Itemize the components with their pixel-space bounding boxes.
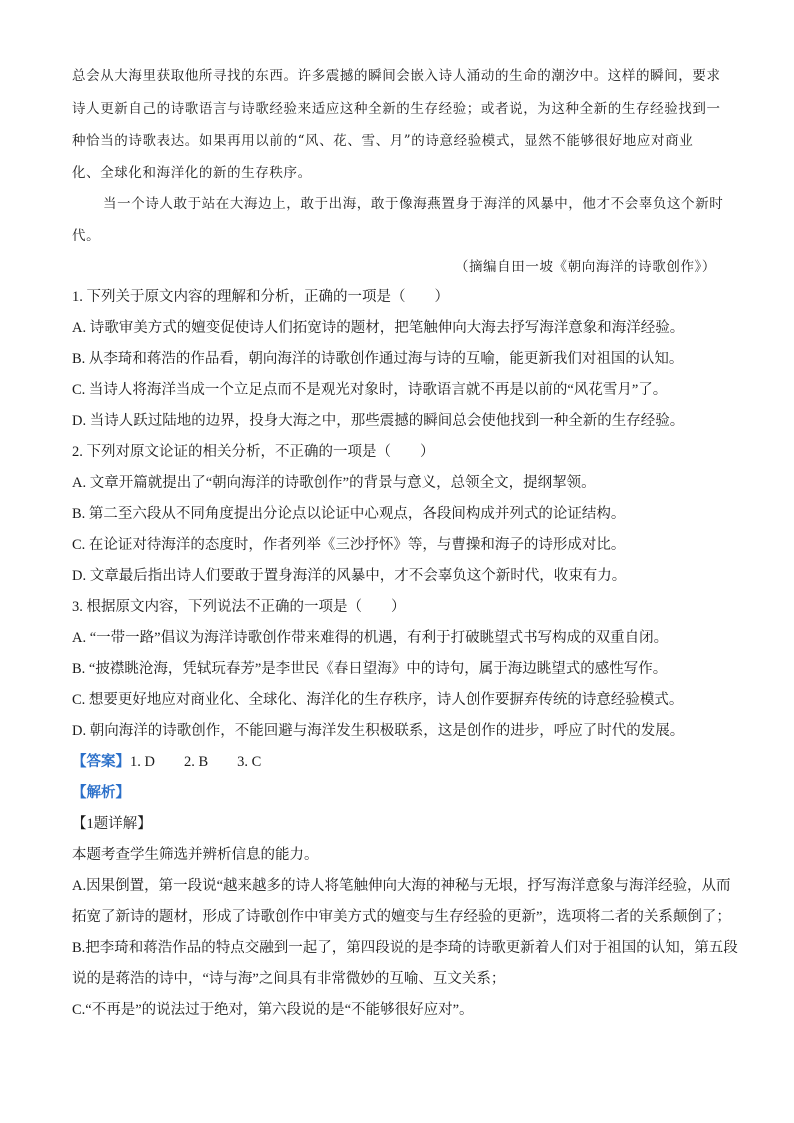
question-option: A. 文章开篇就提出了“朝向海洋的诗歌创作”的背景与意义，总领全文，提纲挈领。 <box>72 475 596 491</box>
passage-line: 当一个诗人敢于站在大海边上，敢于出海，敢于像海燕置身于海洋的风暴中，他才不会辜负这个新时 <box>103 196 724 212</box>
question-option: C. 在论证对待海洋的态度时，作者列举《三沙抒怀》等，与曹操和海子的诗形成对比。 <box>72 537 626 553</box>
question-option: D. 当诗人跃过陆地的边界，投身大海之中，那些震撼的瞬间总会使他找到一种全新的生存经验。 <box>72 413 685 429</box>
question-stem: 1. 下列关于原文内容的理解和分析，正确的一项是（ ） <box>72 289 449 305</box>
answer-label: 【答案】 <box>72 754 130 770</box>
analysis-label: 【解析】 <box>72 785 130 801</box>
question-option: B. “披襟眺沧海，凭轼玩春芳”是李世民《春日望海》中的诗句，属于海边眺望式的感性写作。 <box>72 661 668 677</box>
passage-line: 代。 <box>72 228 101 244</box>
question-option: A. 诗歌审美方式的嬗变促使诗人们拓宽诗的题材，把笔触伸向大海去抒写海洋意象和海洋经验。 <box>72 320 685 336</box>
passage-line: 总会从大海里获取他所寻找的东西。许多震撼的瞬间会嵌入诗人涌动的生命的潮汐中。这样的瞬间，要求 <box>72 68 721 84</box>
question-option: C. 想要更好地应对商业化、全球化、海洋化的生存秩序，诗人创作要摒弃传统的诗意经验模式。 <box>72 692 684 708</box>
analysis-line: A.因果倒置，第一段说“越来越多的诗人将笔触伸向大海的神秘与无垠，抒写海洋意象与海洋经验，从而 <box>72 878 731 894</box>
question-option: D. 文章最后指出诗人们要敢于置身海洋的风暴中，才不会辜负这个新时代，收束有力。 <box>72 568 627 584</box>
question-stem: 3. 根据原文内容，下列说法不正确的一项是（ ） <box>72 599 406 615</box>
analysis-intro: 本题考查学生筛选并辨析信息的能力。 <box>72 847 319 863</box>
passage-line: 种恰当的诗歌表达。如果再用以前的“风、花、雪、月”的诗意经验模式，显然不能够很好地应对商业 <box>72 133 694 149</box>
question-option: B. 从李琦和蒋浩的作品看，朝向海洋的诗歌创作通过海与诗的互喻，能更新我们对祖国的认知。 <box>72 351 684 367</box>
analysis-line: C.“不再是”的说法过于绝对，第六段说的是“不能够很好应对”。 <box>72 1002 474 1018</box>
question-option: A. “一带一路”倡议为海洋诗歌创作带来难得的机遇，有利于打破眺望式书写构成的双重自闭。 <box>72 630 669 646</box>
question-stem: 2. 下列对原文论证的相关分析，不正确的一项是（ ） <box>72 444 435 460</box>
passage-source: （摘编自田一坡《朝向海洋的诗歌创作》） <box>454 259 716 275</box>
passage-line: 诗人更新自己的诗歌语言与诗歌经验来适应这种全新的生存经验；或者说，为这种全新的生存经验找到一 <box>72 101 721 117</box>
question-option: D. 朝向海洋的诗歌创作，不能回避与海洋发生积极联系，这是创作的进步，呼应了时代的发展。 <box>72 723 685 739</box>
question-option: C. 当诗人将海洋当成一个立足点而不是观光对象时，诗歌语言就不再是以前的“风花雪月”了。 <box>72 382 668 398</box>
detail-title: 【1题详解】 <box>72 816 152 832</box>
answer-text: 1. D 2. B 3. C <box>130 754 262 770</box>
analysis-line: 拓宽了新诗的题材，形成了诗歌创作中审美方式的嬗变与生存经验的更新”，选项将二者的关系颠倒了； <box>72 909 731 925</box>
analysis-line: B.把李琦和蒋浩作品的特点交融到一起了，第四段说的是李琦的诗歌更新着人们对于祖国的认知，第五段 <box>72 940 738 956</box>
analysis-line: 说的是蒋浩的诗中，“诗与海”之间具有非常微妙的互喻、互文关系； <box>72 971 506 987</box>
passage-line: 化、全球化和海洋化的新的生存秩序。 <box>72 165 312 181</box>
answer-row <box>72 752 261 772</box>
question-option: B. 第二至六段从不同角度提出分论点以论证中心观点，各段间构成并列式的论证结构。 <box>72 506 626 522</box>
